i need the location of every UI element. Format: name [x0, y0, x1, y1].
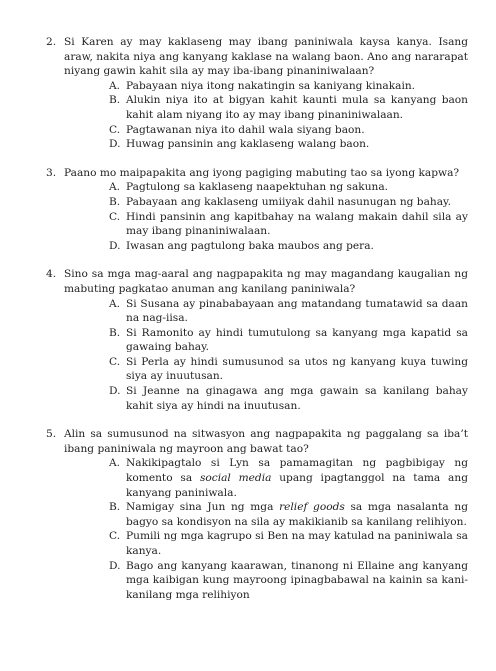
question-4 [46, 267, 468, 413]
question-2 [46, 35, 468, 152]
choice-c[interactable] [109, 210, 468, 239]
choice-text: Si Perla ay hindi sumusunod sa utos ng kanyang kuya tuwing siya ay inuutusan. [126, 355, 468, 383]
choice-letter: D. [109, 138, 121, 151]
question-5 [46, 427, 468, 602]
choice-a[interactable] [109, 297, 468, 326]
choice-text-part: upang ipagtanggol na tama ang kanyang paniniwala. [126, 472, 468, 499]
choice-text-part: Nakikipagtalo si Lyn sa pamamagitan ng pagbibigay ng komento sa [126, 457, 468, 485]
choice-text: Iwasan ang pagtulong baka maubos ang pera. [126, 239, 374, 252]
question-text: Paano mo maipapakita ang iyong pagiging mabuting tao sa iyong kapwa? [64, 166, 460, 179]
question-number: 4. [46, 268, 57, 281]
choice-letter: A. [109, 457, 121, 470]
choice-text: Huwag pansinin ang kaklaseng walang baon. [126, 138, 370, 151]
choice-text: Si Ramonito ay hindi tumutulong sa kanyang mga kapatid sa gawaing bahay. [126, 326, 468, 354]
choices-list [109, 180, 468, 253]
choice-letter: A. [109, 181, 121, 194]
choice-a[interactable] [109, 79, 468, 94]
choice-d[interactable] [109, 239, 468, 254]
choice-c[interactable] [109, 123, 468, 138]
choice-letter: B. [109, 94, 121, 107]
choice-text: Si Susana ay pinababayaan ang matandang tumatawid sa daan na nag-iisa. [126, 297, 468, 325]
choice-letter: D. [109, 559, 121, 572]
choice-d[interactable] [109, 137, 468, 152]
choices-list [109, 456, 468, 602]
choice-text: Pagtulong sa kaklaseng naapektuhan ng sakuna. [126, 181, 389, 194]
choice-b[interactable] [109, 93, 468, 122]
choice-letter: A. [109, 79, 121, 92]
choice-d[interactable] [109, 559, 468, 603]
choice-letter: A. [109, 297, 121, 310]
choice-text [126, 456, 468, 500]
choice-letter: B. [109, 195, 121, 208]
choice-a[interactable] [109, 456, 468, 500]
choice-c[interactable] [109, 355, 468, 384]
question-text: Sino sa mga mag-aaral ang nagpapakita ng may magandang kaugalian ng mabuting pagkatao anuman ang kanilang paniniwala? [64, 268, 468, 295]
choice-b[interactable] [109, 500, 468, 529]
choice-b[interactable] [109, 326, 468, 355]
choice-letter: C. [109, 530, 121, 543]
choice-letter: D. [109, 239, 121, 252]
question-3 [46, 166, 468, 254]
choice-text-part: sa mga nasalanta ng bagyo sa kondisyon na sila ay makikianib sa kanilang relihiyon. [126, 501, 468, 528]
choice-text: Si Jeanne na ginagawa ang mga gawain sa kanilang bahay kahit siya ay hindi na inuutusan. [126, 385, 468, 412]
choice-text: Pagtawanan niya ito dahil wala siyang baon. [126, 123, 365, 136]
choice-text: Pabayaan niya itong nakatingin sa kaniyang kinakain. [126, 79, 416, 92]
choice-b[interactable] [109, 195, 468, 210]
choices-list [109, 79, 468, 152]
choice-text [126, 500, 468, 529]
question-text: Alin sa sumusunod na sitwasyon ang nagpapakita ng paggalang sa iba’t ibang paniniwala ng mayroon ang bawat tao? [64, 428, 468, 455]
question-number: 3. [46, 166, 57, 179]
choice-text-emphasis: social media [199, 472, 272, 485]
choice-text-part: Namigay sina Jun ng mga [126, 501, 280, 514]
choice-text: Hindi pansinin ang kapitbahay na walang makain dahil sila ay may ibang pinaniniwalaan. [126, 210, 468, 238]
choice-letter: D. [109, 385, 121, 398]
question-text: Si Karen ay may kaklaseng may ibang paniniwala kaysa kanya. Isang araw, nakita niya ang kanyang kaklase na walang baon. Ano ang nararapat niyang gawin kahit sila ay may iba-ibang pinaniniwalaan? [64, 36, 468, 78]
choice-c[interactable] [109, 529, 468, 558]
choice-d[interactable] [109, 384, 468, 413]
choice-text: Pumili ng mga kagrupo si Ben na may katulad na paniniwala sa kanya. [126, 530, 468, 557]
choice-letter: B. [109, 501, 121, 514]
choice-text: Alukin niya ito at bigyan kahit kaunti mula sa kanyang baon kahit alam niyang ito ay may ibang pinaniniwalaan. [126, 94, 468, 121]
choice-letter: C. [109, 123, 121, 136]
choices-list [109, 297, 468, 414]
question-number: 2. [46, 36, 57, 48]
choice-text-emphasis: relief goods [279, 501, 345, 514]
choice-letter: C. [109, 355, 121, 368]
choice-a[interactable] [109, 180, 468, 195]
choice-letter: C. [109, 210, 121, 223]
choice-letter: B. [109, 326, 121, 339]
choice-text: Pabayaan ang kaklaseng umiiyak dahil nasunugan ng bahay. [126, 195, 451, 208]
choice-text: Bago ang kanyang kaarawan, tinanong ni Ellaine ang kanyang mga kaibigan kung mayroong ipinagbabawal na kainin sa kani-kanilang mga relihiyon [126, 559, 468, 601]
question-number: 5. [46, 428, 57, 441]
